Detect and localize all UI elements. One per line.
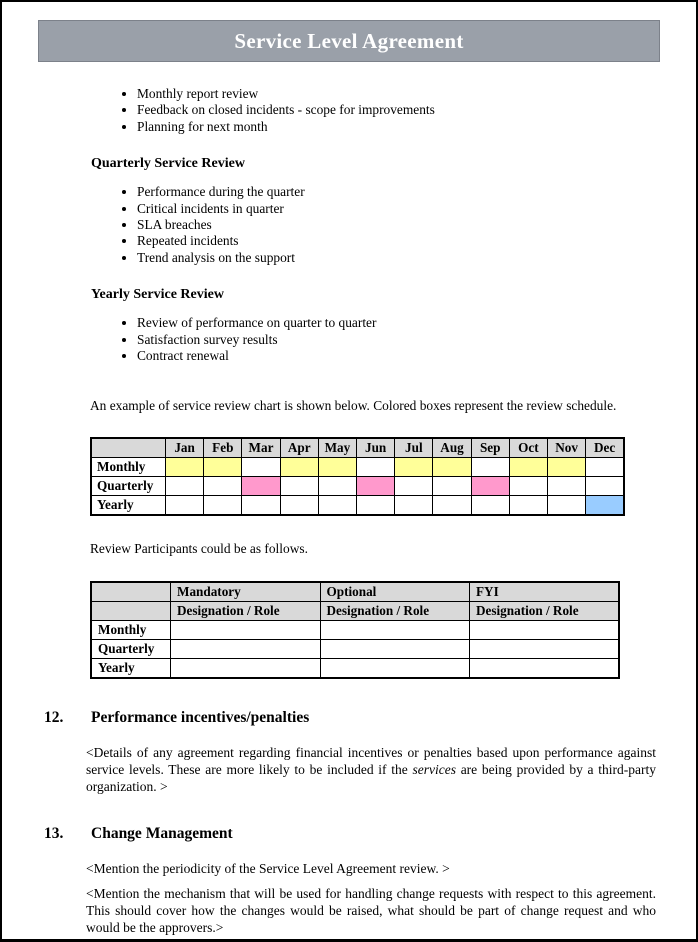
- schedule-cell-yearly-mar: [242, 496, 280, 516]
- schedule-row-label: Yearly: [91, 496, 166, 516]
- review-section-heading: Yearly Service Review: [91, 287, 224, 303]
- section-title: Change Management: [91, 825, 233, 843]
- participants-row-label: Yearly: [91, 659, 171, 679]
- schedule-row: [91, 458, 624, 477]
- participants-cell-monthly-optional: [320, 621, 470, 640]
- document-body: [2, 86, 696, 936]
- participants-corner-cell: [91, 582, 171, 602]
- schedule-cell-quarterly-dec: [586, 477, 624, 496]
- schedule-cell-yearly-jan: [166, 496, 204, 516]
- section-paragraph: [86, 744, 656, 795]
- schedule-month-header: Feb: [204, 438, 242, 458]
- bullet-item: • Performance during the quarter: [137, 184, 656, 200]
- schedule-cell-monthly-nov: [548, 458, 586, 477]
- paragraph-text: are being provided by a third-party organization. >: [86, 762, 656, 795]
- schedule-month-header: Aug: [433, 438, 471, 458]
- schedule-cell-monthly-feb: [204, 458, 242, 477]
- participants-cell-monthly-fyi: [470, 621, 620, 640]
- review-sections: [42, 156, 656, 364]
- schedule-cell-quarterly-sep: [471, 477, 509, 496]
- section-heading: [44, 709, 656, 727]
- participants-corner-cell: [91, 602, 171, 621]
- schedule-cell-yearly-nov: [548, 496, 586, 516]
- schedule-month-header: Jun: [357, 438, 395, 458]
- document-title-bar: [38, 20, 660, 62]
- participants-cell-quarterly-mandatory: [171, 640, 321, 659]
- section-paragraph: [86, 860, 656, 877]
- schedule-month-header: Nov: [548, 438, 586, 458]
- participants-cell-quarterly-optional: [320, 640, 470, 659]
- participants-cell-yearly-fyi: [470, 659, 620, 679]
- document-title: Service Level Agreement: [234, 28, 464, 53]
- review-section-heading: Quarterly Service Review: [91, 156, 245, 172]
- schedule-cell-yearly-aug: [433, 496, 471, 516]
- review-schedule-table: [90, 437, 625, 516]
- schedule-cell-quarterly-jan: [166, 477, 204, 496]
- schedule-cell-quarterly-aug: [433, 477, 471, 496]
- schedule-month-header: Jan: [166, 438, 204, 458]
- participants-subheader-fyi: Designation / Role: [470, 602, 620, 621]
- bullet-item: • Planning for next month: [137, 119, 656, 135]
- participants-header-row: [91, 582, 619, 602]
- participants-row-label: Quarterly: [91, 640, 171, 659]
- schedule-cell-yearly-apr: [280, 496, 318, 516]
- schedule-cell-monthly-jul: [395, 458, 433, 477]
- section-paragraph: [86, 885, 656, 936]
- section-title: Performance incentives/penalties: [91, 709, 310, 727]
- schedule-month-header: Jul: [395, 438, 433, 458]
- schedule-month-header: Apr: [280, 438, 318, 458]
- schedule-cell-monthly-oct: [509, 458, 547, 477]
- schedule-cell-quarterly-nov: [548, 477, 586, 496]
- schedule-row: [91, 496, 624, 516]
- participants-row: [91, 640, 619, 659]
- schedule-note: An example of service review chart is shown below. Colored boxes represent the review schedule.: [90, 398, 617, 414]
- bullet-item: • Critical incidents in quarter: [137, 201, 656, 217]
- schedule-cell-yearly-feb: [204, 496, 242, 516]
- participants-subheader-optional: Designation / Role: [320, 602, 470, 621]
- participants-cell-yearly-mandatory: [171, 659, 321, 679]
- schedule-month-header: Sep: [471, 438, 509, 458]
- participants-row: [91, 659, 619, 679]
- schedule-cell-yearly-dec: [586, 496, 624, 516]
- bullet-item: • Monthly report review: [137, 86, 656, 102]
- review-participants-table: [90, 581, 620, 679]
- review-section-bullets: [91, 184, 656, 266]
- schedule-cell-yearly-may: [318, 496, 356, 516]
- schedule-month-header: Oct: [509, 438, 547, 458]
- paragraph-text: <Details of any agreement regarding financial incentives or penalties based upon performance against service levels. These are more likely to be included if the: [86, 745, 656, 778]
- participants-cell-monthly-mandatory: [171, 621, 321, 640]
- schedule-cell-quarterly-apr: [280, 477, 318, 496]
- participants-subheader-mandatory: Designation / Role: [171, 602, 321, 621]
- schedule-corner-cell: [91, 438, 166, 458]
- schedule-cell-monthly-may: [318, 458, 356, 477]
- bullet-item: • Satisfaction survey results: [137, 332, 656, 348]
- section-heading: [44, 825, 656, 843]
- schedule-month-header: May: [318, 438, 356, 458]
- schedule-cell-yearly-jul: [395, 496, 433, 516]
- schedule-row: [91, 477, 624, 496]
- bullet-item: • Feedback on closed incidents - scope for improvements: [137, 102, 656, 118]
- schedule-cell-monthly-apr: [280, 458, 318, 477]
- section-number: 13.: [44, 825, 64, 843]
- schedule-cell-quarterly-mar: [242, 477, 280, 496]
- schedule-row-label: Quarterly: [91, 477, 166, 496]
- schedule-cell-monthly-aug: [433, 458, 471, 477]
- participants-column-header: FYI: [470, 582, 620, 602]
- schedule-cell-yearly-jun: [357, 496, 395, 516]
- bullet-item: • Repeated incidents: [137, 233, 656, 249]
- bullet-item: • Contract renewal: [137, 348, 656, 364]
- schedule-month-header: Dec: [586, 438, 624, 458]
- schedule-header-row: [91, 438, 624, 458]
- schedule-cell-quarterly-may: [318, 477, 356, 496]
- bullet-item: • Trend analysis on the support: [137, 250, 656, 266]
- schedule-cell-monthly-sep: [471, 458, 509, 477]
- participants-note: Review Participants could be as follows.: [90, 541, 308, 557]
- schedule-cell-yearly-sep: [471, 496, 509, 516]
- section-number: 12.: [44, 709, 64, 727]
- italic-text: services: [412, 762, 456, 778]
- intro-bullet-list: [91, 86, 656, 135]
- schedule-cell-monthly-jan: [166, 458, 204, 477]
- schedule-cell-quarterly-jun: [357, 477, 395, 496]
- schedule-row-label: Monthly: [91, 458, 166, 477]
- schedule-cell-quarterly-feb: [204, 477, 242, 496]
- participants-column-header: Mandatory: [171, 582, 321, 602]
- participants-cell-yearly-optional: [320, 659, 470, 679]
- schedule-cell-monthly-jun: [357, 458, 395, 477]
- participants-row-label: Monthly: [91, 621, 171, 640]
- schedule-cell-monthly-mar: [242, 458, 280, 477]
- participants-row: [91, 621, 619, 640]
- schedule-cell-yearly-oct: [509, 496, 547, 516]
- schedule-month-header: Mar: [242, 438, 280, 458]
- review-section-bullets: [91, 315, 656, 364]
- schedule-cell-monthly-dec: [586, 458, 624, 477]
- bullet-item: • SLA breaches: [137, 217, 656, 233]
- schedule-cell-quarterly-jul: [395, 477, 433, 496]
- participants-column-header: Optional: [320, 582, 470, 602]
- numbered-sections: [42, 709, 656, 936]
- paragraph-text: <Mention the periodicity of the Service Level Agreement review. >: [86, 861, 450, 877]
- paragraph-text: <Mention the mechanism that will be used for handling change requests with respect to this agreement. This should cover how the changes would be raised, what should be part of change request and who would be the approvers.>: [86, 886, 656, 936]
- participants-cell-quarterly-fyi: [470, 640, 620, 659]
- schedule-cell-quarterly-oct: [509, 477, 547, 496]
- bullet-item: • Review of performance on quarter to quarter: [137, 315, 656, 331]
- participants-subheader-row: [91, 602, 619, 621]
